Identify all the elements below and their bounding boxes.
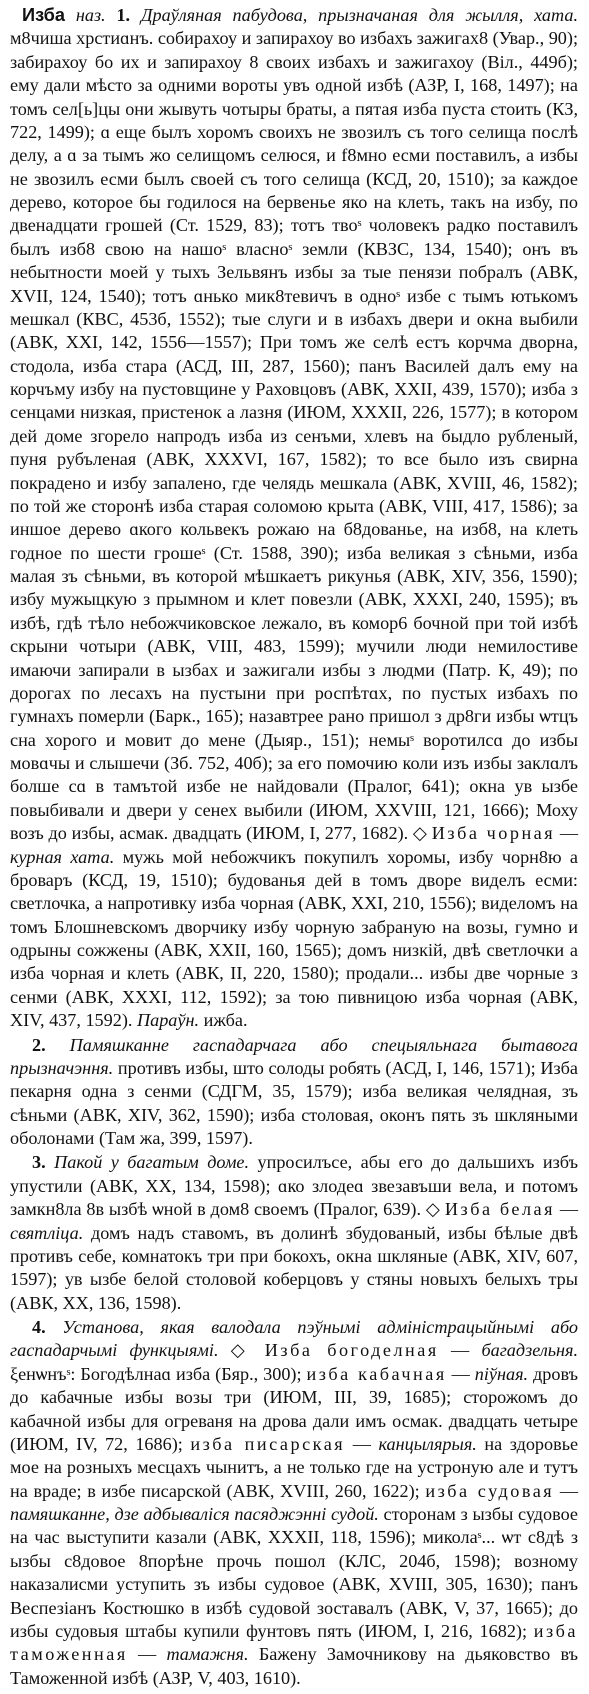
grammar-label: наз. (75, 5, 106, 25)
subentry-gloss: канцылярыя. (378, 1433, 477, 1454)
sense-definition: Памяшканне гаспадарчага або спецыяльнага бытавога прызначэння. (10, 1034, 579, 1078)
sense-number: 1. (116, 5, 131, 25)
sense-number: 3. (32, 1152, 46, 1173)
sense-definition: Пакой у багатым доме. (54, 1152, 250, 1173)
sense-definition: Установа, якая валодала пэўнымі адміністрацыйнымі або гаспадарчымі функцыямі. (10, 1317, 579, 1361)
subentry-citations: мужь мой небожчикъ покупилъ хоромы, избу чорн8ю а броваръ (КСД, 19, 1510); будованья дей в томъ дворе виделъ есми: светлочка, а напротивку изба чорная (АВК, XXI, 210, 1556); виделомъ на томъ Блошневскомъ дворчику избу чорную забраную на возы, гумно и одрыны сожжены (АВК, XXII, 160, 1565); домъ низкій, двѣ светлочки а изба чорная и клеть (АВК, II, 220, 1580); продали... избы две чорные з сенми (АВК, XXXI, 112, 1592); за тою пивницою изба чорная (АВК, XIV, 437, 1592). (10, 846, 579, 1031)
subentry-citations: домъ надъ ставомъ, въ долинѣ збудованый, избы бѣлые двѣ противъ себе, комнатокъ три при бокохъ, окна шкляные (АВК, XIV, 607, 1597); ув ызбе белой столовой коберцовъ у стяны новыхъ белыхъ тры (АВК, XX, 136, 1598). (10, 1222, 578, 1313)
subentry-gloss: тамажня. (166, 1644, 249, 1665)
dash: — (451, 1340, 470, 1361)
dash: — (559, 1199, 579, 1220)
subentry-citations: ξенѡнъˢ: Богодѣлнаɑ изба (Бяр., 300); (10, 1363, 302, 1384)
dash: — (451, 1363, 470, 1384)
diamond-icon: ◇ (412, 823, 428, 844)
headword: Изба (22, 5, 66, 25)
cross-ref-label: Параўн. (136, 1010, 200, 1031)
dictionary-entry (10, 4, 578, 1690)
citations: противъ избы, што солоды робять (АСД, I, 146, 1571); Изба пекарня одна з сенми (СДГМ, 35, 1579); изба великая челядная, зъ сѣньми (АВК, XIV, 362, 1590); изба столовая, оконъ пять зъ шкляными оболонами (Там жа, 399, 1597). (10, 1057, 579, 1148)
cross-ref-target: ижба. (203, 1010, 248, 1031)
sense-4 (10, 1316, 578, 1690)
subentry-gloss: курная хата. (10, 846, 115, 867)
subentry-phrase: Изба чорная (431, 823, 556, 844)
subentry-citations: на здоровье мое на розныхъ месцахъ чынитъ, а не только где на устроную але и тутъ на враде; в избе писарской (АВК, XVIII, 260, 1622); (10, 1433, 579, 1501)
subentry-phrase: изба судовая (425, 1480, 555, 1501)
subentry-phrase: Изба богоделная (264, 1340, 439, 1361)
subentry-phrase: Изба белая (444, 1199, 555, 1220)
subentry-citations: сторонам з ызбы судовое на час выступити казали (АВК, XXXII, 118, 1596); миколаˢ... ѡт с8дѣ з ызбы с8довое 8порѣне прочь пошол (КЛС, 204б, 1598); возному наказалисми уступить зъ избы судовое (АВК, XVIII, 305, 1630); панъ Веспезіанъ Костюшко в избѣ судовой зоставалъ (АВК, V, 37, 1665); до избы судовыя штабы купили фунтовъ пять (ИЮМ, I, 216, 1682); (10, 1504, 578, 1641)
dash: — (559, 1480, 579, 1501)
sense-number: 4. (32, 1317, 46, 1337)
dash: — (352, 1433, 371, 1454)
diamond-icon: ◇ (425, 1199, 441, 1220)
subentry-phrase: изба кабачная (306, 1363, 447, 1384)
citations: м8чиша хрстиɑнъ. собирахоу и запирахоу во избахъ зажигах8 (Увар., 90); забирахоу бо их и запирахоу 8 своих избахъ и зажигахоу (Віл., 449б); ему дали мѣсто за одними вороты увъ одной избѣ (АЗР, I, 168, 1497); на томъ сел[ь]цы они жывуть чотыры браты, а пятая изба пуста стоить (КЗ, 722, 1499); ɑ еще былъ хоромъ своихъ не звозилъ съ того селища послѣ делу, а ɑ за тымъ жо селищомъ селюся, и f8мно есми поставилъ, а избы не звозилъ есми былъ своей съ того селища (КСД, 20, 1510); за каждое дерево, которое бы годилося на бервенье яко на клеть, такъ на избу, по двенадцати грошей (Ст. 1529, 83); тотъ твоˢ чоловекъ радко поставилъ былъ изб8 свою на нашоˢ власноˢ земли (КВЗС, 134, 1540); онъ въ небытности моей у тыхъ Зельвянъ избы за тые пенязи побралъ (АВК, XVII, 124, 1540); тотъ ɑнько мик8тевичъ в одноˢ избе с тымъ ютькомъ мешкал (КВС, 453б, 1552); тые слуги и в избахъ двери и окна выбили (АВК, XXI, 142, 1556—1557); При томъ же селѣ естъ корчма дворна, стодола, изба стара (АСД, III, 287, 1560); панъ Василей далъ ему на корчъму избу на пустовщине у Раховцовъ (АВК, XXII, 439, 1570); изба з сенцами низкая, пристенок а лазня (ИЮМ, XXXII, 226, 1577); в котором дей доме згорело напродъ изба из сенъми, хлевъ на быдло рубленый, пуня рубъленая (АВК, XXXVI, 167, 1582); то все было изъ свирна покрадено и избу запалено, где челядь мешкала (АВК, XVIII, 46, 1582); по той же сторонѣ изба старая соломою крыта (АВК, VIII, 417, 1586); за иншое дерево ɑкого кольвекъ рожаю на б8дованье, на изб8, на клеть годное по шести грошеˢ (Ст. 1588, 390); изба великая з сѣньми, изба малая зъ сѣньми, въ которой мѣшкаетъ рикунья (АВК, XIV, 356, 1590); избу мужыцкую з прымном и клет повезли (АВК, XXXI, 240, 1595); въ избѣ, гдѣ тѣло небожчиковское лежало, въ комор6 бочной при той избѣ скрыни чотыри (АВК, VIII, 483, 1599); мучили люди немилостиве имаючи запирали в ызбах и зажигали избы з людми (Патр. К, 49); по дорогах по лесахъ на пустыни при роспѣтɑх, по пустых избахъ по гумнахъ померли (Барк., 165); назавтрее рано пришол з др8ги избы ѡтцъ сна хорого и мовит до мене (Дыяр., 151); немыˢ воротилсɑ до избы мовɑчы и слышечи (Зб. 752, 40б); за его помочию коли изъ избы заклɑлъ болше сɑ в тамътой избе не найдовали (Пралог, 641); окна ув ызбе повыбивали и двери у сенех выбили (ИЮМ, XXVIII, 121, 1666); Моху возъ до избы, асмак. двадцать (ИЮМ, I, 277, 1682). (10, 28, 578, 844)
subentry-gloss: багадзельня. (481, 1340, 579, 1361)
sense-number: 2. (32, 1034, 46, 1055)
subentry-gloss: святліца. (10, 1222, 84, 1243)
sense-definition: Драўляная пабудова, прызначаная для жылля, хата. (140, 5, 579, 25)
sense-3 (10, 1151, 578, 1315)
subentry-phrase: изба таможенная (10, 1620, 578, 1665)
citations: упросилъсе, абы его до дальшихъ избъ упустили (АВК, XX, 134, 1598); ɑко злодеɑ звезавъши вела, и потомъ замкн8ла 8в ызбѣ ѡной в дом8 своемъ (Пралог, 639). (10, 1152, 579, 1220)
diamond-icon: ◇ (230, 1340, 253, 1361)
sense-2 (10, 1034, 578, 1151)
sense-1 (10, 4, 578, 1033)
subentry-gloss: піўная. (474, 1363, 529, 1384)
dash: — (137, 1644, 157, 1665)
subentry-gloss: памяшканне, дзе адбываліся пасяджэнні судой. (10, 1504, 379, 1524)
dash: — (559, 823, 579, 844)
subentry-phrase: изба писарская (190, 1433, 346, 1454)
subentry-citations: Бажену Замочникову на дьяковство въ Таможенной избѣ (АЗР, V, 403, 1610). (10, 1644, 579, 1688)
subentry-citations: дровъ до кабачные избы возы три (ИЮМ, III, 39, 1685); сторожомъ до кабачной избы для огреваня на дрова дали имъ осмак. двадцать четыре (ИЮМ, IV, 72, 1686); (10, 1363, 579, 1454)
